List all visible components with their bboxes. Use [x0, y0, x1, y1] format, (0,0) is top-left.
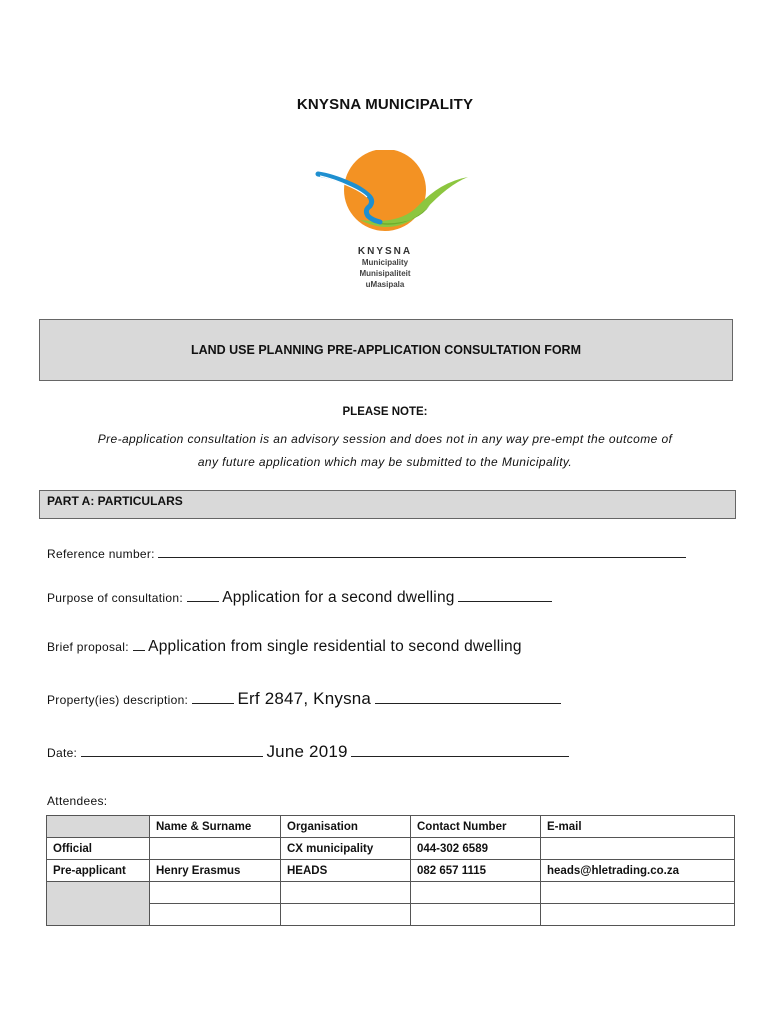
header-organisation: Organisation	[281, 816, 411, 838]
note-line-1: Pre-application consultation is an advisory session and does not in any way pre-empt the outcome of	[97, 432, 673, 446]
logo-line-2: Munisipaliteit	[359, 269, 411, 278]
table-header-row	[47, 816, 735, 838]
row-email[interactable]	[541, 904, 735, 926]
table-row	[47, 904, 735, 926]
proposal-underline	[133, 649, 145, 651]
logo-wordmark	[300, 246, 470, 290]
purpose-field[interactable]	[47, 589, 552, 607]
row-email[interactable]	[541, 838, 735, 860]
proposal-field[interactable]	[47, 638, 522, 656]
date-value[interactable]: June 2019	[266, 742, 348, 761]
row-organisation[interactable]: CX municipality	[281, 838, 411, 860]
property-field[interactable]	[47, 689, 561, 709]
logo-sun	[344, 150, 426, 231]
property-underline-left	[192, 702, 234, 704]
purpose-underline-left	[187, 600, 219, 602]
date-label: Date:	[47, 746, 78, 760]
header-name: Name & Surname	[150, 816, 281, 838]
reference-label: Reference number:	[47, 547, 155, 561]
row-role: Pre-applicant	[47, 860, 150, 882]
row-contact[interactable]	[411, 904, 541, 926]
note-text	[40, 428, 730, 474]
row-organisation[interactable]: HEADS	[281, 860, 411, 882]
date-underline-left	[81, 755, 263, 757]
logo-name: KNYSNA	[357, 246, 413, 257]
property-underline-right	[375, 702, 561, 704]
row-role	[47, 882, 150, 926]
row-contact[interactable]: 082 657 1115	[411, 860, 541, 882]
logo-line-1: Municipality	[361, 258, 409, 267]
logo-line-3: uMasipala	[365, 280, 405, 289]
row-organisation[interactable]	[281, 904, 411, 926]
table-row	[47, 882, 735, 904]
proposal-label: Brief proposal:	[47, 640, 129, 654]
purpose-label: Purpose of consultation:	[47, 591, 183, 605]
reference-underline	[158, 556, 686, 558]
attendees-label: Attendees:	[47, 794, 108, 808]
property-label: Property(ies) description:	[47, 693, 189, 707]
row-contact[interactable]: 044-302 6589	[411, 838, 541, 860]
row-email[interactable]: heads@hletrading.co.za	[541, 860, 735, 882]
row-organisation[interactable]	[281, 882, 411, 904]
reference-field[interactable]	[47, 545, 686, 563]
proposal-value[interactable]: Application from single residential to second dwelling	[148, 638, 522, 655]
row-email[interactable]	[541, 882, 735, 904]
header-contact: Contact Number	[411, 816, 541, 838]
table-row	[47, 838, 735, 860]
row-name[interactable]: Henry Erasmus	[150, 860, 281, 882]
header-cell-empty	[47, 816, 150, 838]
row-role: Official	[47, 838, 150, 860]
row-contact[interactable]	[411, 882, 541, 904]
attendees-table	[46, 815, 735, 926]
note-line-2: any future application which may be submitted to the Municipality.	[197, 455, 573, 469]
part-a-heading: PART A: PARTICULARS	[39, 490, 736, 519]
table-row	[47, 860, 735, 882]
page-title: KNYSNA MUNICIPALITY	[296, 96, 474, 113]
purpose-underline-right	[458, 600, 552, 602]
header-email: E-mail	[541, 816, 735, 838]
form-heading: LAND USE PLANNING PRE-APPLICATION CONSULTATION FORM	[190, 343, 582, 357]
row-name[interactable]	[150, 904, 281, 926]
form-heading-box	[39, 319, 733, 381]
purpose-value[interactable]: Application for a second dwelling	[222, 589, 455, 606]
row-name[interactable]	[150, 838, 281, 860]
note-title: PLEASE NOTE:	[342, 406, 428, 418]
date-underline-right	[351, 755, 569, 757]
date-field[interactable]	[47, 742, 569, 762]
property-value[interactable]: Erf 2847, Knysna	[237, 689, 372, 708]
row-name[interactable]	[150, 882, 281, 904]
